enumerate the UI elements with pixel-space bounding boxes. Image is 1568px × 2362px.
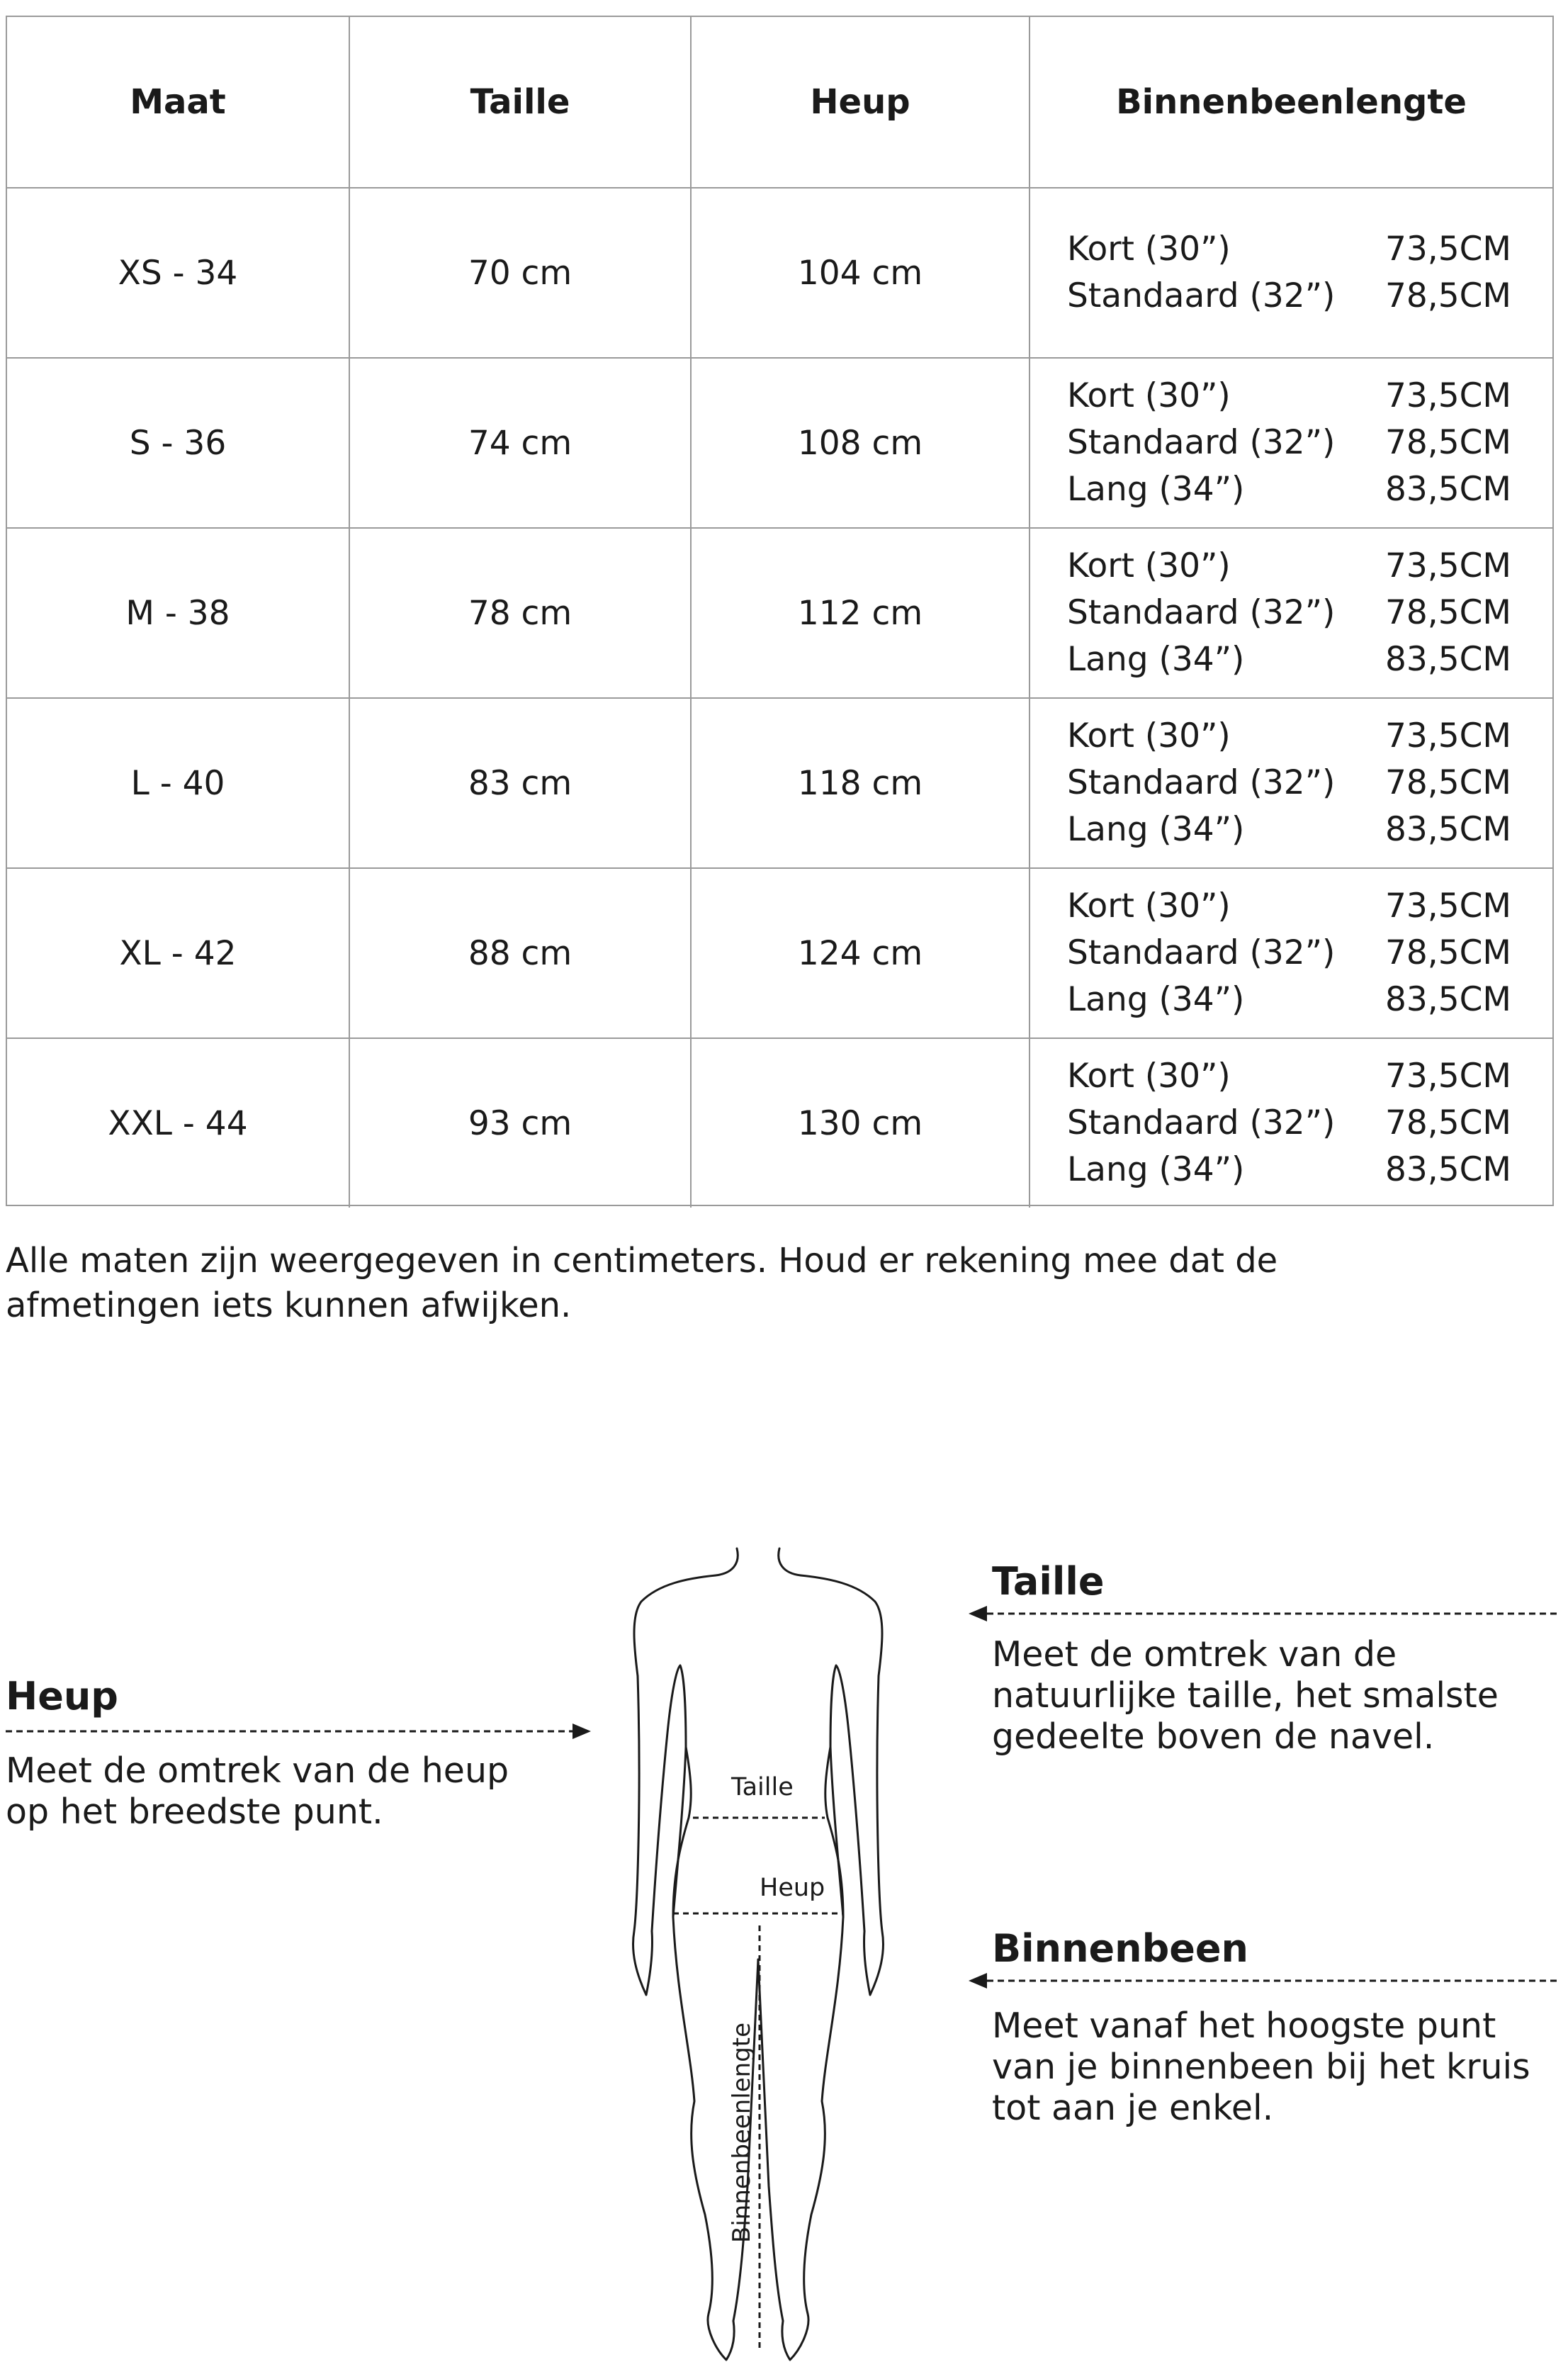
inseam-label: Standaard (32”) bbox=[1067, 593, 1336, 632]
inseam-value: 83,5CM bbox=[1384, 810, 1511, 849]
header-size: Maat bbox=[130, 82, 226, 122]
hip-cell: 104 cm bbox=[690, 189, 1029, 357]
inseam-label: Lang (34”) bbox=[1067, 810, 1245, 849]
waist-cell: 74 cm bbox=[349, 359, 690, 527]
inseam-line bbox=[1067, 977, 1511, 1023]
inseam-line bbox=[1067, 1147, 1511, 1193]
inseam-value: 78,5CM bbox=[1384, 593, 1511, 632]
inseam-value: 83,5CM bbox=[1384, 470, 1511, 509]
inseam-label: Kort (30”) bbox=[1067, 230, 1231, 269]
table-row bbox=[7, 187, 1552, 357]
inseam-line bbox=[1067, 543, 1511, 590]
inseam-line bbox=[1067, 930, 1511, 977]
inseam-label: Kort (30”) bbox=[1067, 887, 1231, 926]
inseam-label: Kort (30”) bbox=[1067, 546, 1231, 585]
inseam-value: 78,5CM bbox=[1384, 423, 1511, 462]
inseam-label: Standaard (32”) bbox=[1067, 276, 1336, 315]
hip-guide-title: Heup bbox=[6, 1674, 118, 1719]
inseam-line bbox=[1067, 420, 1511, 466]
inseam-value: 73,5CM bbox=[1384, 887, 1511, 926]
inseam-value: 78,5CM bbox=[1384, 933, 1511, 972]
size-cell: L - 40 bbox=[130, 763, 225, 803]
inseam-label: Standaard (32”) bbox=[1067, 763, 1336, 802]
table-row bbox=[7, 527, 1552, 697]
inseam-line bbox=[1067, 273, 1511, 320]
inseam-arrow bbox=[967, 1970, 1562, 1991]
table-header-row bbox=[7, 17, 1552, 187]
hip-arrow bbox=[6, 1721, 594, 1742]
inseam-cell bbox=[1029, 1039, 1552, 1208]
inseam-label: Lang (34”) bbox=[1067, 470, 1245, 509]
inseam-guide-text: Meet vanaf het hoogste punt van je binnenbeen bij het kruis tot aan je enkel. bbox=[992, 2006, 1530, 2128]
measurement-note: Alle maten zijn weergegeven in centimeters. Houd er rekening mee dat de afmetingen iets kunnen afwijken. bbox=[6, 1241, 1278, 1325]
inseam-line bbox=[1067, 1053, 1511, 1100]
inseam-value: 73,5CM bbox=[1384, 230, 1511, 269]
waist-cell: 78 cm bbox=[349, 529, 690, 697]
inseam-label: Lang (34”) bbox=[1067, 640, 1245, 679]
hip-cell: 118 cm bbox=[690, 699, 1029, 867]
inseam-value: 83,5CM bbox=[1384, 640, 1511, 679]
inseam-line bbox=[1067, 373, 1511, 420]
inseam-line bbox=[1067, 226, 1511, 273]
inseam-line bbox=[1067, 760, 1511, 806]
inseam-value: 73,5CM bbox=[1384, 376, 1511, 415]
inseam-value: 78,5CM bbox=[1384, 1103, 1511, 1142]
waist-cell: 93 cm bbox=[349, 1039, 690, 1208]
waist-cell: 83 cm bbox=[349, 699, 690, 867]
header-hip: Heup bbox=[690, 17, 1029, 187]
inseam-line bbox=[1067, 713, 1511, 760]
table-row bbox=[7, 357, 1552, 527]
size-table bbox=[6, 16, 1554, 1206]
hip-cell: 112 cm bbox=[690, 529, 1029, 697]
inseam-line bbox=[1067, 1100, 1511, 1147]
header-inseam: Binnenbeenlengte bbox=[1029, 17, 1552, 187]
header-waist: Taille bbox=[349, 17, 690, 187]
table-row bbox=[7, 697, 1552, 867]
inseam-cell bbox=[1029, 359, 1552, 527]
size-cell: XS - 34 bbox=[118, 253, 238, 293]
inseam-cell bbox=[1029, 529, 1552, 697]
inseam-line bbox=[1067, 806, 1511, 853]
waist-arrow bbox=[967, 1603, 1562, 1624]
inseam-label: Kort (30”) bbox=[1067, 1057, 1231, 1096]
inseam-line bbox=[1067, 636, 1511, 683]
hip-cell: 124 cm bbox=[690, 869, 1029, 1037]
inseam-cell bbox=[1029, 699, 1552, 867]
size-cell: XL - 42 bbox=[119, 933, 237, 973]
waist-cell: 70 cm bbox=[349, 189, 690, 357]
table-row bbox=[7, 1037, 1552, 1208]
inseam-label: Kort (30”) bbox=[1067, 376, 1231, 415]
figure-inseam-label: Binnenbeenlengte bbox=[728, 2022, 756, 2243]
inseam-label: Lang (34”) bbox=[1067, 980, 1245, 1019]
figure-hip-label: Heup bbox=[760, 1874, 825, 1902]
inseam-label: Standaard (32”) bbox=[1067, 933, 1336, 972]
size-cell: S - 36 bbox=[129, 423, 227, 463]
inseam-cell bbox=[1029, 869, 1552, 1037]
inseam-label: Standaard (32”) bbox=[1067, 1103, 1336, 1142]
inseam-value: 78,5CM bbox=[1384, 276, 1511, 315]
hip-cell: 130 cm bbox=[690, 1039, 1029, 1208]
inseam-line bbox=[1067, 883, 1511, 930]
inseam-value: 73,5CM bbox=[1384, 1057, 1511, 1096]
inseam-line bbox=[1067, 590, 1511, 636]
figure-waist-label: Taille bbox=[731, 1773, 794, 1801]
inseam-label: Standaard (32”) bbox=[1067, 423, 1336, 462]
hip-guide-text: Meet de omtrek van de heup op het breedste punt. bbox=[6, 1750, 509, 1832]
inseam-value: 83,5CM bbox=[1384, 1150, 1511, 1189]
table-row bbox=[7, 867, 1552, 1037]
inseam-value: 83,5CM bbox=[1384, 980, 1511, 1019]
size-cell: XXL - 44 bbox=[108, 1103, 248, 1143]
inseam-value: 78,5CM bbox=[1384, 763, 1511, 802]
waist-cell: 88 cm bbox=[349, 869, 690, 1037]
inseam-label: Kort (30”) bbox=[1067, 716, 1231, 755]
waist-guide-title: Taille bbox=[992, 1559, 1105, 1604]
inseam-line bbox=[1067, 466, 1511, 513]
inseam-value: 73,5CM bbox=[1384, 546, 1511, 585]
hip-cell: 108 cm bbox=[690, 359, 1029, 527]
inseam-label: Lang (34”) bbox=[1067, 1150, 1245, 1189]
body-figure-illustration bbox=[609, 1534, 907, 2362]
inseam-cell bbox=[1029, 189, 1552, 357]
inseam-guide-title: Binnenbeen bbox=[992, 1926, 1248, 1971]
inseam-value: 73,5CM bbox=[1384, 716, 1511, 755]
size-cell: M - 38 bbox=[125, 593, 230, 633]
waist-guide-text: Meet de omtrek van de natuurlijke taille, het smalste gedeelte boven de navel. bbox=[992, 1634, 1499, 1757]
